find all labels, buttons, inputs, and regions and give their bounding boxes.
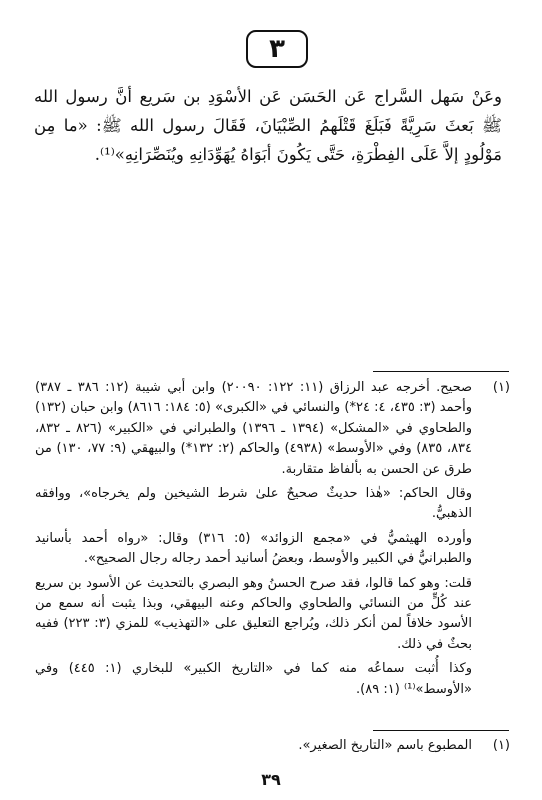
footnote-paragraph: قلت: وهو كما قالوا، فقد صرح الحسنُ وهو البصري بالتحديث عن الأسود بن سريع عند كُلٍّ من النسائي والطحاوي والحاكم وعنه البيهقي، وبذا يثبت أنه سمع من الأسود خلافاً لمن أنكر ذلك، ويُراجع التعليق على «التهذيب» للمزي (٣: ٢٢٣) ففيه بحثٌ في ذلك.	[35, 575, 472, 652]
footnote-separator	[373, 371, 509, 372]
footnote-paragraph: وكذا أُثبت سماعُه منه كما في «التاريخ الكبير» للبخاري (١: ٤٤٥) وفي «الأوسط»⁽¹⁾ (١: ٨٩).	[35, 661, 472, 697]
footnote-body	[35, 378, 472, 700]
sub-footnote-separator	[373, 730, 509, 731]
hadith-text: وعَنْ سَهل السَّراج عَن الحَسَن عَن الأسْوَدِ بن سَريع أنَّ رسول الله ﷺ بَعثَ سَرِيَّةً فَبَلَغَ قَتْلَهمُ الصِّبْيَانَ، فَقَالَ رسول الله ﷺ: «ما مِن مَوْلُودٍ إلاَّ عَلَى الفِطْرَةِ، حَتَّى يَكُونَ أبَوَاهُ يُهَوِّدَانِهِ ويُنَصِّرَانِهِ»⁽¹⁾.	[34, 87, 502, 164]
footnote-number: (١)	[492, 738, 510, 753]
hadith-number: ٣	[269, 34, 285, 64]
footnote-paragraph: المطبوع باسم «التاريخ الصغير».	[298, 738, 472, 753]
footnote-1	[35, 378, 510, 704]
footnote-2	[35, 736, 510, 760]
hadith-number-badge	[246, 30, 308, 68]
page-number: ٣٩	[261, 770, 281, 789]
footnote-paragraph: وقال الحاكم: «هٰذا حديثٌ صحيحٌ علىٰ شرط الشيخين ولم يخرجاه»، ووافقه الذهبيُّ.	[35, 486, 472, 522]
footnote-body	[35, 736, 472, 756]
footnote-paragraph: صحيح. أخرجه عبد الرزاق (١١: ١٢٢: ٢٠٠٩٠) وابن أبي شيبة (١٢: ٣٨٦ ـ ٣٨٧) وأحمد (٣: ٤٣٥، ٤: ٢٤*) والنسائي في «الكبرى» (٥: ١٨٤: ٨٦١٦) وابن حبان (١٣٢) والطحاوي في «المشكل» (١٣٩٤ ـ ١٣٩٦) والطبراني في «الكبير» (٨٢٦ ـ ٨٣٢، ٨٣٤، ٨٣٥) وفي «الأوسط» (٤٩٣٨) والحاكم (٢: ١٣٢*) والبيهقي (٩: ٧٧، ١٣٠) من طرق عن الحسن به بألفاظ متقاربة.	[35, 380, 473, 477]
footnote-paragraph: وأورده الهيثميُّ في «مجمع الزوائد» (٥: ٣١٦) وقال: «رواه أحمد بأسانيد والطبرانيُّ في الكبير والأوسط، وبعضُ أسانيد أحمد رجاله رجال الصحيح».	[35, 530, 472, 567]
footnote-number: (١)	[492, 380, 510, 395]
